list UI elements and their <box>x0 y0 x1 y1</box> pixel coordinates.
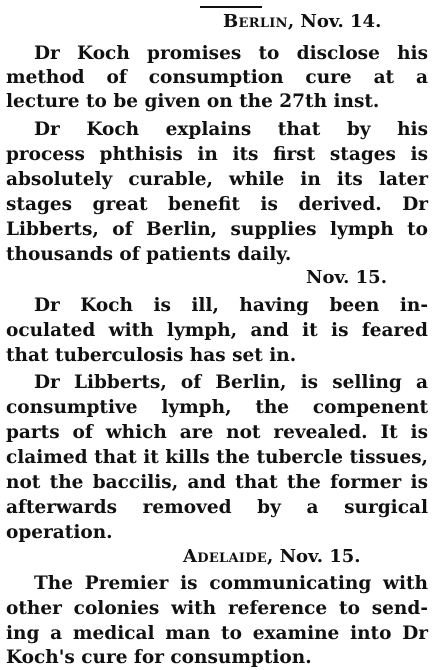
paragraph-line: afterwards removed by a surgical <box>6 497 428 518</box>
paragraph-line: other colonies with reference to send- <box>6 598 428 619</box>
paragraph-line: Dr Koch explains that by his <box>34 119 428 140</box>
paragraph-line: absolutely curable, while in its later <box>6 169 428 190</box>
dateline-nov-15 <box>0 266 435 290</box>
dateline-date: , Nov. 15. <box>267 546 361 567</box>
paragraph-line: The Premier is communicating with <box>34 573 428 594</box>
paragraph-line: stages great benefit is derived. Dr <box>6 194 428 215</box>
paragraph-line: method of consumption cure at a <box>6 67 428 88</box>
dateline-date: , Nov. 14. <box>287 11 382 32</box>
dateline-date: Nov. 15. <box>306 267 387 288</box>
paragraph-line: oculated with lymph, and it is feared <box>6 320 428 341</box>
paragraph-line: process phthisis in its first stages is <box>6 144 428 165</box>
section-rule <box>200 6 262 8</box>
paragraph-line: Dr Libberts, of Berlin, is selling a <box>34 372 428 393</box>
dateline-adelaide <box>0 545 435 569</box>
paragraph-line: not the baccilis, and that the former is <box>6 472 428 493</box>
paragraph-line: thousands of patients daily. <box>6 244 292 265</box>
paragraph-line: Dr Koch promises to disclose his <box>34 43 428 64</box>
dateline-berlin <box>0 10 435 34</box>
paragraph-line: that tuberculosis has set in. <box>6 345 297 366</box>
paragraph-line: Koch's cure for consumption. <box>6 647 312 668</box>
paragraph-line: ing a medical man to examine into Dr <box>6 623 428 644</box>
paragraph-line: parts of which are not revealed. It is <box>6 422 428 443</box>
paragraph-line: operation. <box>6 522 113 543</box>
paragraph-line: lecture to be given on the 27th inst. <box>6 91 380 112</box>
paragraph-line: Dr Koch is ill, having been in- <box>34 295 428 316</box>
dateline-city: Adelaide <box>183 546 268 567</box>
paragraph-line: claimed that it kills the tubercle tissues, <box>6 447 428 468</box>
paragraph-line: Libberts, of Berlin, supplies lymph to <box>6 219 428 240</box>
paragraph-line: consumptive lymph, the compenent <box>6 397 428 418</box>
dateline-city: Berlin <box>223 11 288 32</box>
